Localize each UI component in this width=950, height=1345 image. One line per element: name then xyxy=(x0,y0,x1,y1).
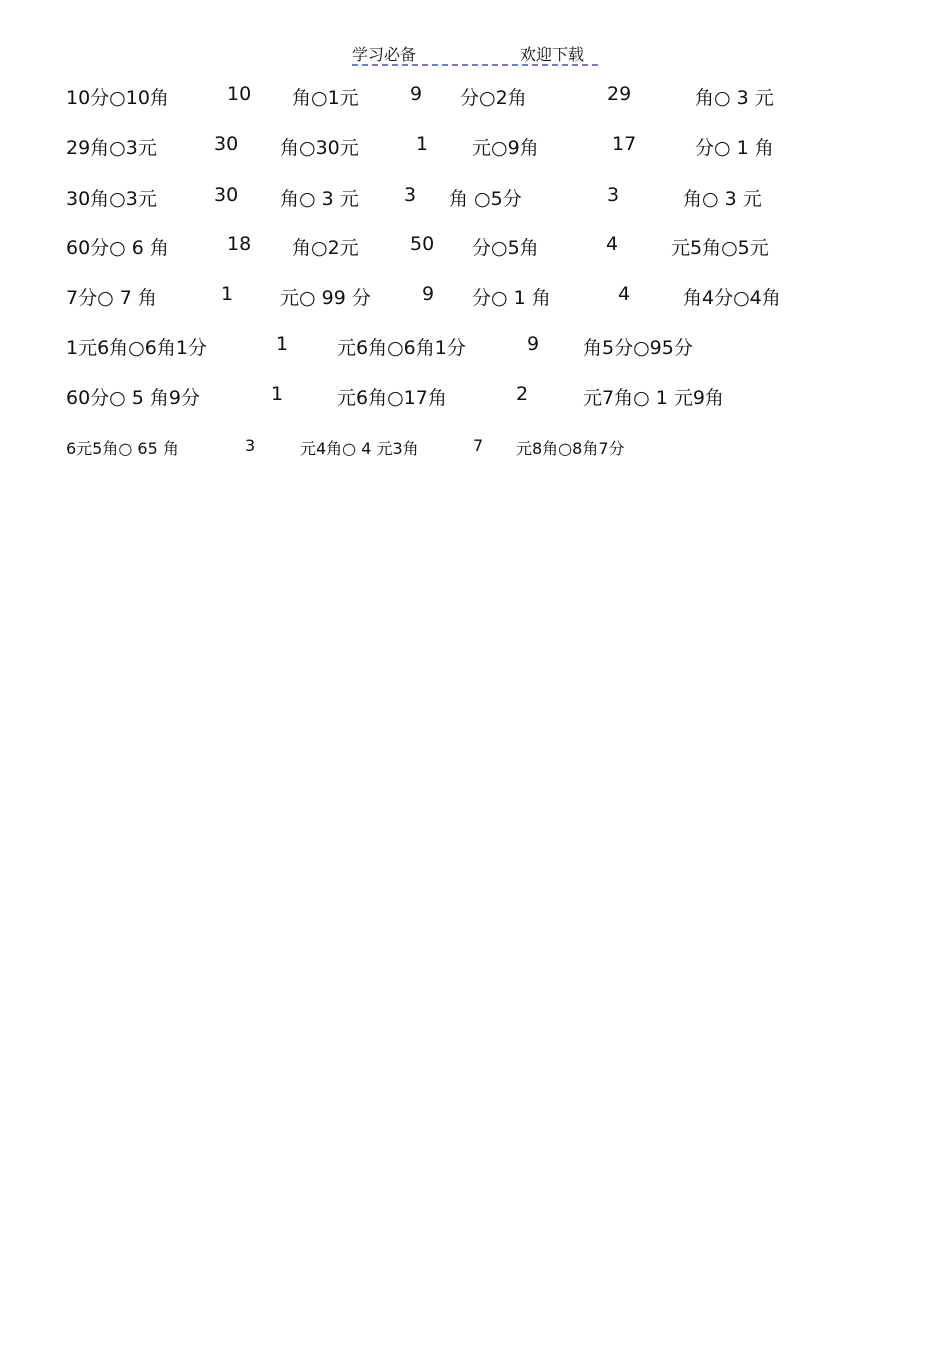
exercise-number: 2 xyxy=(516,383,529,405)
exercise-number: 30 xyxy=(214,184,239,206)
exercise-item: 角5分○95分 xyxy=(583,337,693,359)
exercise-number: 9 xyxy=(527,333,540,355)
exercise-number: 10 xyxy=(227,83,252,105)
exercise-number: 7 xyxy=(473,436,484,455)
exercise-item: 7分○ 7 角 xyxy=(66,287,157,309)
exercise-item: 30角○3元 xyxy=(66,188,157,210)
exercise-number: 3 xyxy=(607,184,620,206)
exercise-item: 元6角○6角1分 xyxy=(337,337,466,359)
exercise-item: 元4角○ 4 元3角 xyxy=(300,439,419,458)
exercise-item: 10分○10角 xyxy=(66,87,169,109)
exercise-number: 3 xyxy=(404,184,417,206)
exercise-item: 角○ 3 元 xyxy=(683,188,762,210)
exercise-number: 9 xyxy=(410,83,423,105)
exercise-item: 元8角○8角7分 xyxy=(516,439,625,458)
exercise-number: 3 xyxy=(245,436,256,455)
exercise-number: 50 xyxy=(410,233,435,255)
exercise-number: 1 xyxy=(276,333,289,355)
exercise-number: 9 xyxy=(422,283,435,305)
exercise-item: 角○ 3 元 xyxy=(280,188,359,210)
exercise-item: 角4分○4角 xyxy=(683,287,781,309)
exercise-item: 角 ○5分 xyxy=(449,188,522,210)
exercise-number: 4 xyxy=(606,233,619,255)
exercise-item: 分○2角 xyxy=(460,87,527,109)
exercise-number: 29 xyxy=(607,83,632,105)
exercise-item: 角○ 3 元 xyxy=(695,87,774,109)
exercise-item: 29角○3元 xyxy=(66,137,157,159)
exercise-number: 30 xyxy=(214,133,239,155)
exercise-number: 1 xyxy=(416,133,429,155)
exercise-item: 分○ 1 角 xyxy=(695,137,774,159)
exercise-number: 1 xyxy=(271,383,284,405)
exercise-number: 1 xyxy=(221,283,234,305)
exercise-item: 元7角○ 1 元9角 xyxy=(583,387,724,409)
exercise-item: 元○9角 xyxy=(472,137,539,159)
exercise-item: 元○ 99 分 xyxy=(280,287,371,309)
exercise-item: 角○30元 xyxy=(280,137,359,159)
exercise-item: 元6角○17角 xyxy=(337,387,447,409)
exercise-item: 分○5角 xyxy=(472,237,539,259)
header-right-text: 欢迎下载 xyxy=(520,45,585,64)
exercise-item: 6元5角○ 65 角 xyxy=(66,439,179,458)
exercise-item: 60分○ 5 角9分 xyxy=(66,387,201,409)
exercise-number: 18 xyxy=(227,233,252,255)
page-header xyxy=(352,40,598,66)
exercise-item: 元5角○5元 xyxy=(671,237,769,259)
exercise-number: 4 xyxy=(618,283,631,305)
exercise-item: 60分○ 6 角 xyxy=(66,237,169,259)
exercise-number: 17 xyxy=(612,133,637,155)
header-left-text: 学习必备 xyxy=(352,45,417,64)
exercise-item: 分○ 1 角 xyxy=(472,287,551,309)
exercise-item: 角○2元 xyxy=(292,237,359,259)
exercise-item: 1元6角○6角1分 xyxy=(66,337,207,359)
exercise-item: 角○1元 xyxy=(292,87,359,109)
